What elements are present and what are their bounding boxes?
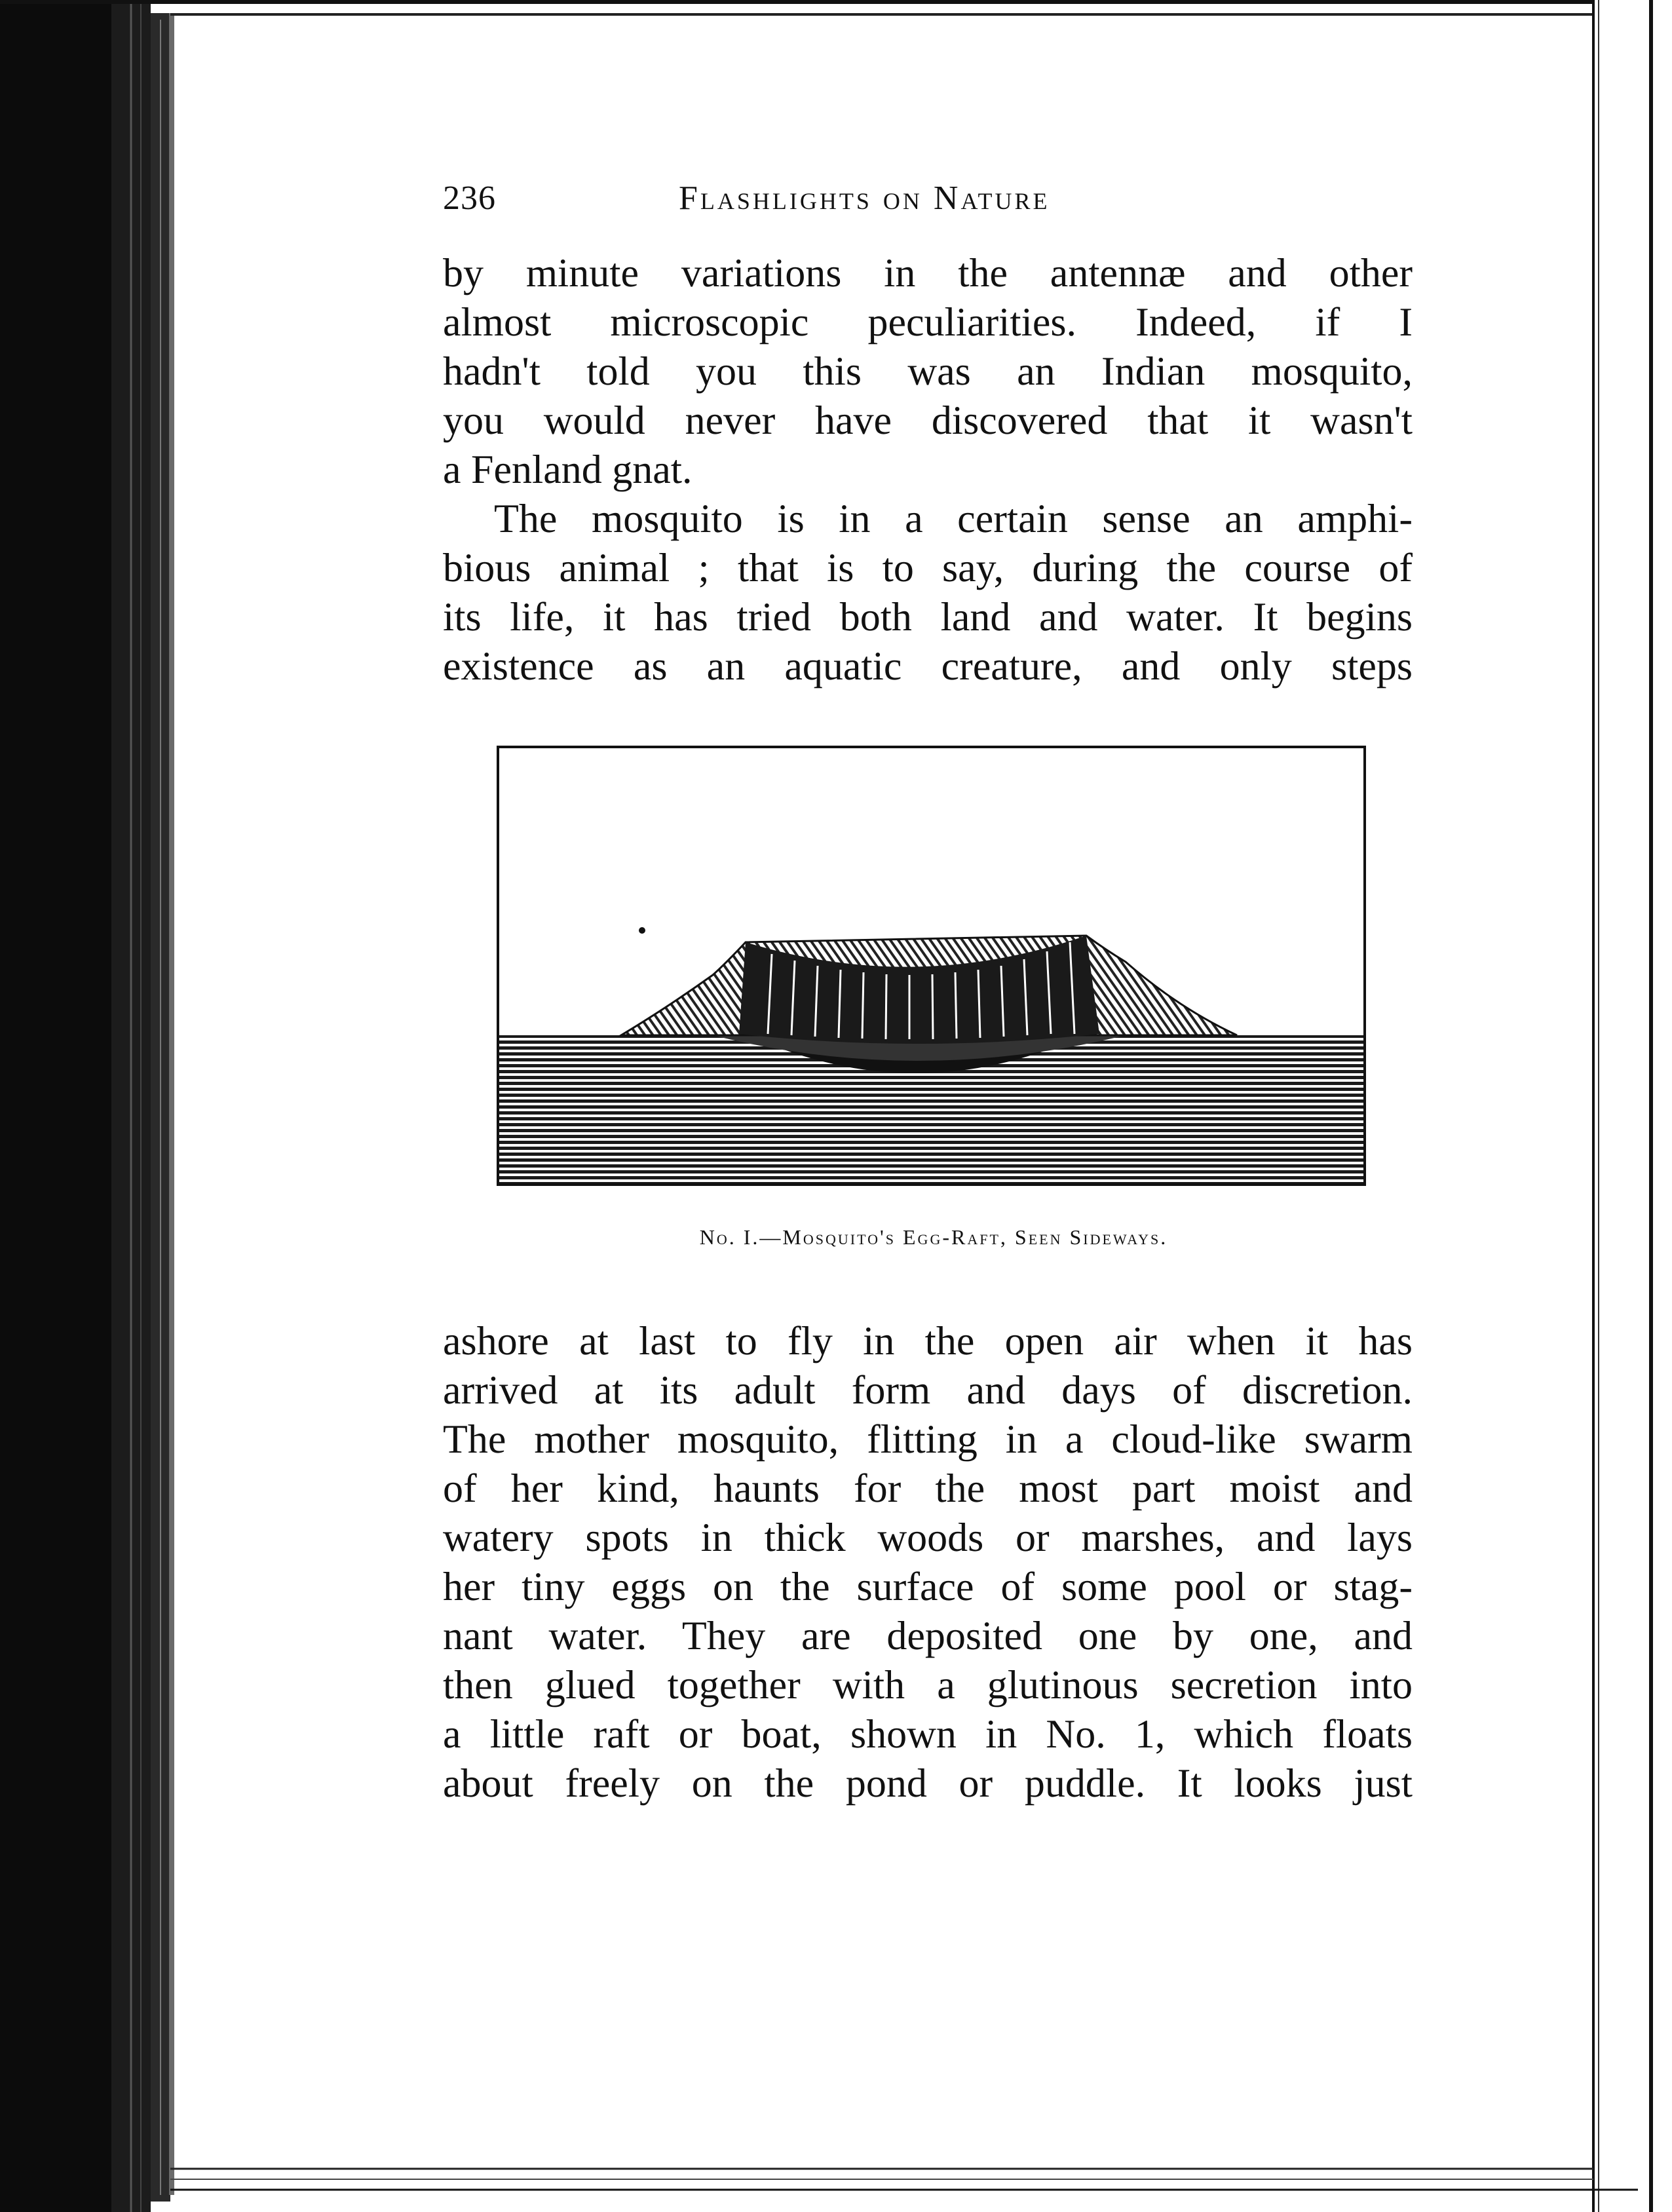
- page-header: [443, 176, 1183, 221]
- text-line: ashore at last to fly in the open air when it has: [443, 1319, 1413, 1363]
- text-line: arrived at its adult form and days of discretion.: [443, 1368, 1413, 1413]
- text-line: The mosquito is in a certain sense an amphi-: [494, 497, 1413, 541]
- text-line: hadn't told you this was an Indian mosquito,: [443, 349, 1413, 394]
- text-line: The mother mosquito, flitting in a cloud-like swarm: [443, 1417, 1413, 1462]
- text-line: you would never have discovered that it wasn't: [443, 398, 1413, 443]
- text-line: her tiny eggs on the surface of some pool or stag-: [443, 1565, 1413, 1609]
- text-line: then glued together with a glutinous secretion into: [443, 1663, 1413, 1707]
- body-text-top: [443, 249, 1413, 691]
- text-line: a little raft or boat, shown in No. 1, which floats: [443, 1712, 1413, 1757]
- text-line: bious animal ; that is to say, during the course of: [443, 546, 1413, 590]
- text-line: almost microscopic peculiarities. Indeed, if I: [443, 300, 1413, 345]
- text-line: nant water. They are deposited one by one, and: [443, 1614, 1413, 1658]
- body-text-bottom: [443, 1317, 1413, 1808]
- egg-raft-illustration: [497, 746, 1366, 1186]
- text-line: a Fenland gnat.: [443, 448, 693, 492]
- text-line: existence as an aquatic creature, and only steps: [443, 644, 1413, 689]
- text-line: its life, it has tried both land and water. It begins: [443, 595, 1413, 639]
- text-line: of her kind, haunts for the most part moist and: [443, 1466, 1413, 1511]
- text-line: by minute variations in the antennæ and other: [443, 251, 1413, 296]
- text-line: about freely on the pond or puddle. It looks just: [443, 1761, 1413, 1806]
- running-title: Flashlights on Nature: [679, 180, 1050, 217]
- page-number: 236: [443, 180, 496, 217]
- text-line: watery spots in thick woods or marshes, and lays: [443, 1516, 1413, 1560]
- figure-caption: No. I.—Mosquito's Egg-Raft, Seen Sideways.: [699, 1225, 1168, 1249]
